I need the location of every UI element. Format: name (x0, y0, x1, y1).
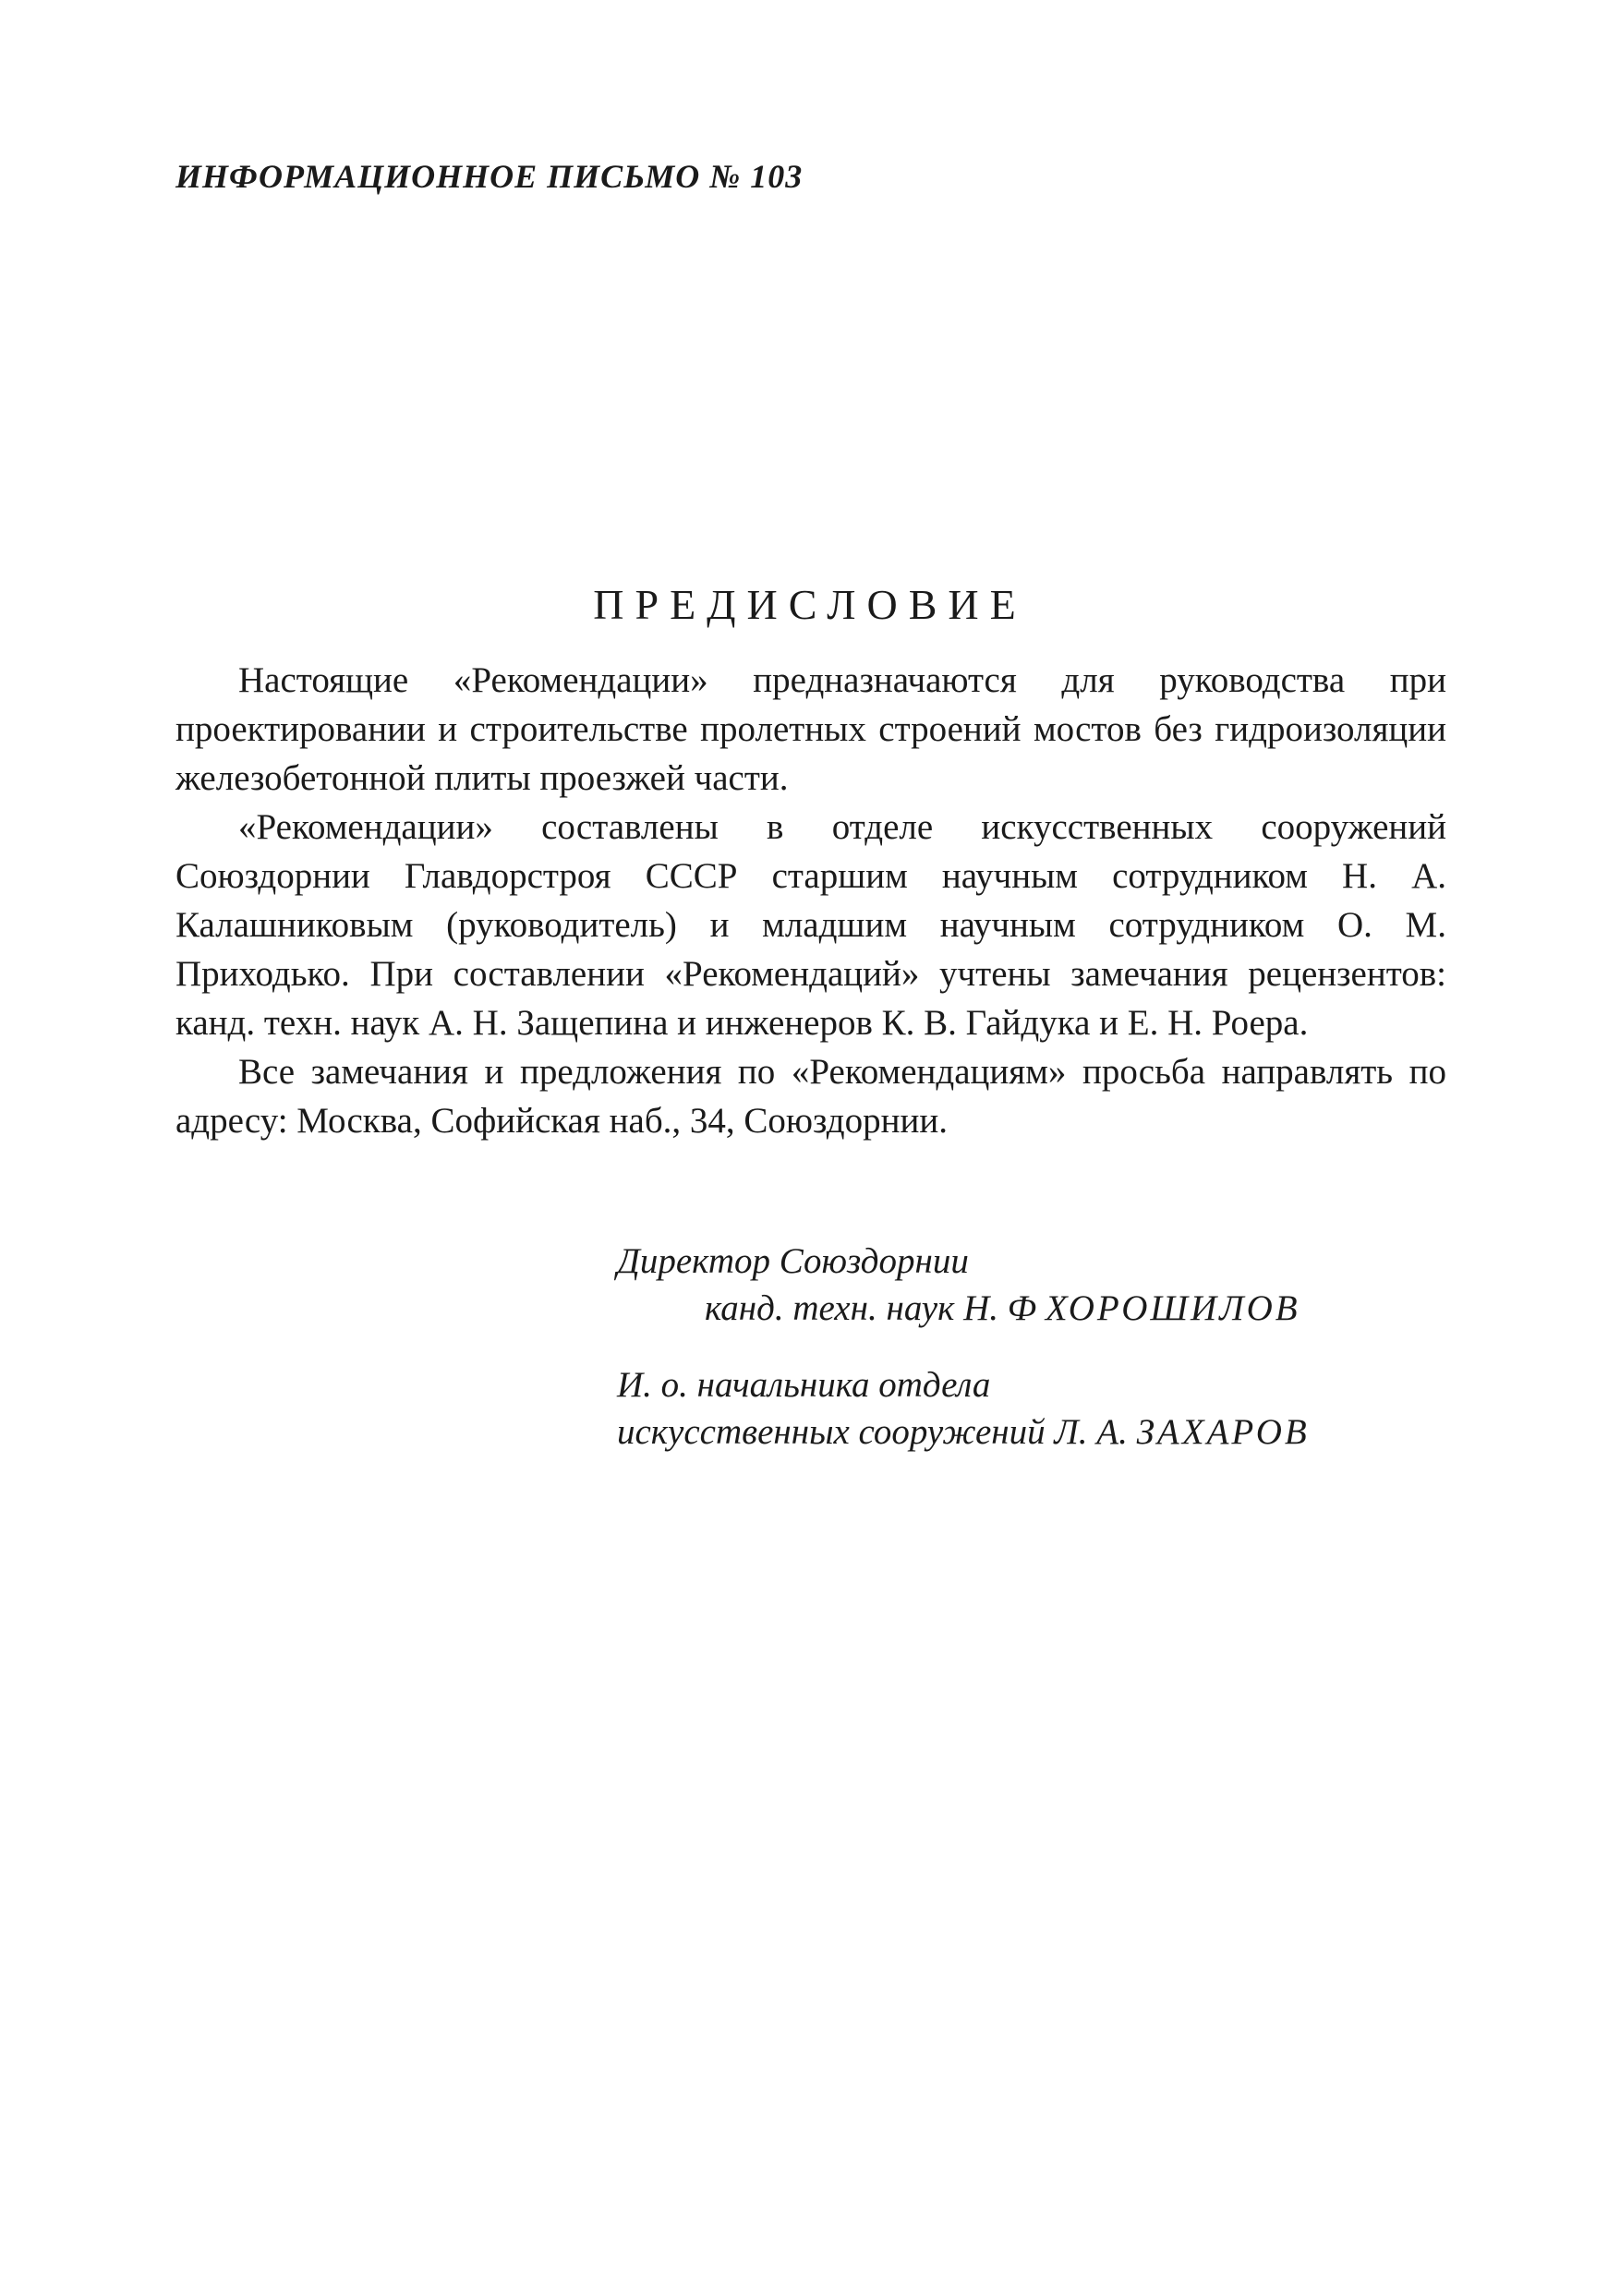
signature-director-name-line (617, 1285, 1448, 1332)
preface-paragraph-contact: Все замечания и предложения по «Рекомендациям» просьба направлять по адресу: Москва, Софийская наб., 34, Союздорнии. (175, 1052, 1446, 1141)
signature-department-head-credentials: искусственных сооружений Л. А. (617, 1412, 1128, 1452)
signature-director-position: Директор Союздорнии (617, 1241, 969, 1281)
signature-section (617, 1238, 1448, 1485)
signature-department-head-surname: ЗАХАРОВ (1136, 1412, 1310, 1452)
series-header: ИНФОРМАЦИОННОЕ ПИСЬМО № 103 (175, 158, 804, 195)
preface-body (175, 656, 1446, 1145)
preface-paragraph-authors: «Рекомендации» составлены в отделе искусственных сооружений Союздорнии Главдорстроя СССР старшим научным сотрудником Н. А. Калашниковым (руководитель) и младшим научным сотрудником О. М. Приходько. При составлении «Рекомендаций» учтены замечания рецензентов: канд. техн. наук А. Н. Защепина и инженеров К. В. Гайдука и Е. Н. Роера. (175, 807, 1446, 1043)
signature-director (617, 1238, 1448, 1332)
preface-title: ПРЕДИСЛОВИЕ (593, 581, 1027, 628)
signature-department-head-name-line (617, 1408, 1448, 1456)
signature-director-surname: ХОРОШИЛОВ (1045, 1288, 1300, 1328)
preface-paragraph-purpose: Настоящие «Рекомендации» предназначаются для руководства при проектировании и строительстве пролетных строений мостов без гидроизоляции железобетонной плиты проезжей части. (175, 660, 1446, 798)
signature-director-credentials: канд. техн. наук Н. Ф (705, 1288, 1037, 1328)
signature-department-head-position: И. о. начальника отдела (617, 1365, 991, 1405)
signature-department-head (617, 1361, 1448, 1456)
